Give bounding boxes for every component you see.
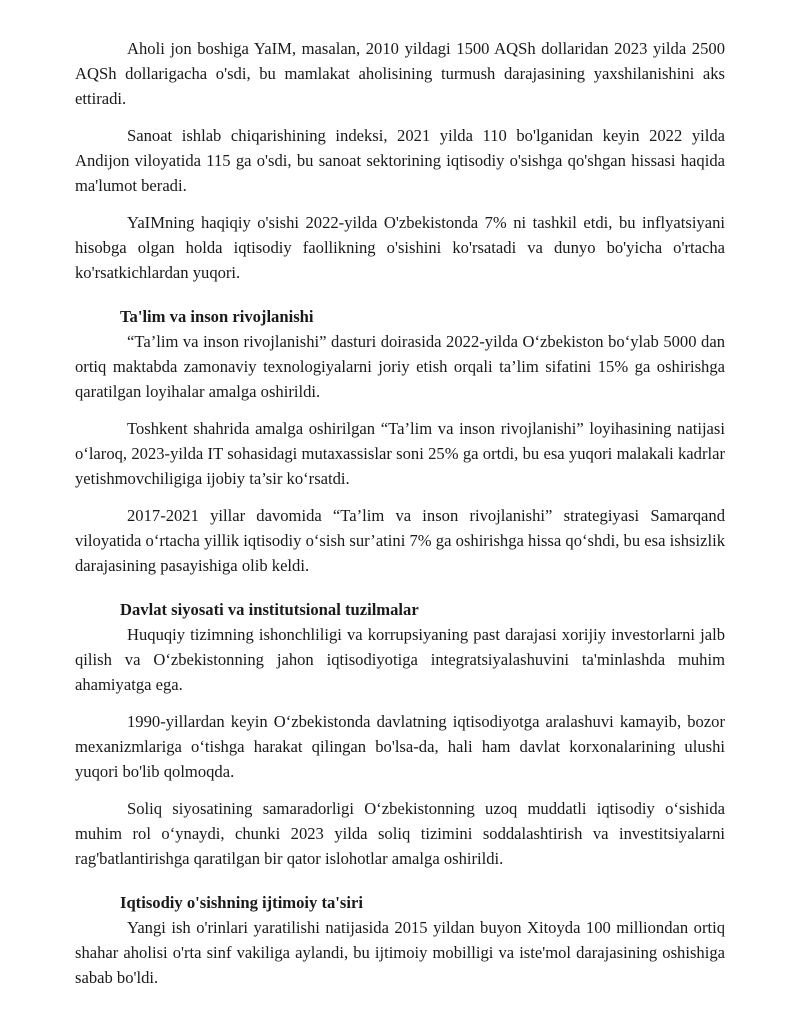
paragraph-legal-system: Huquqiy tizimning ishonchliligi va korrupsiyaning past darajasi xorijiy investorlarni jalb qilish va O‘zbekistonning jahon iqtisodiyotiga integratsiyalashuvini ta'minlashda muhim ahamiyatga ega. bbox=[75, 625, 725, 694]
document-page bbox=[75, 36, 725, 1002]
section-heading-education: Ta'lim va inson rivojlanishi bbox=[120, 307, 314, 326]
paragraph-education-program: “Ta’lim va inson rivojlanishi” dasturi doirasida 2022-yilda O‘zbekiston bo‘ylab 5000 dan ortiq maktabda zamonaviy texnologiyalarni joriy etish orqali ta’lim sifatini 15% ga oshirishga qaratilgan loyihalar amalga oshirildi. bbox=[75, 332, 725, 401]
paragraph-gdp-per-capita: Aholi jon boshiga YaIM, masalan, 2010 yildagi 1500 AQSh dollaridan 2023 yilda 2500 AQSh dollarigacha o'sdi, bu mamlakat aholisining turmush darajasining yaxshilanishini aks ettiradi. bbox=[75, 39, 725, 108]
paragraph-tax-policy: Soliq siyosatining samaradorligi O‘zbekistonning uzoq muddatli iqtisodiy o‘sishida muhim rol o‘ynaydi, chunki 2023 yilda soliq tizimini soddalashtirish va investitsiyalarni rag'batlantirishga qaratilgan bir qator islohotlar amalga oshirildi. bbox=[75, 799, 725, 868]
paragraph-new-jobs: Yangi ish o'rinlari yaratilishi natijasida 2015 yildan buyon Xitoyda 100 milliondan ortiq shahar aholisi o'rta sinf vakiliga aylandi, bu ijtimoiy mobilligi va iste'mol darajasining oshishiga sabab bo'ldi. bbox=[75, 918, 725, 987]
paragraph-real-gdp-growth: YaIMning haqiqiy o'sishi 2022-yilda O'zbekistonda 7% ni tashkil etdi, bu inflyatsiyani hisobga olgan holda iqtisodiy faollikning o'sishini ko'rsatadi va dunyo bo'yicha o'rtacha ko'rsatkichlardan yuqori. bbox=[75, 213, 725, 282]
paragraph-tashkent-it: Toshkent shahrida amalga oshirilgan “Ta’lim va inson rivojlanishi” loyihasining natijasi o‘laroq, 2023-yilda IT sohasidagi mutaxassislar soni 25% ga ortdi, bu esa yuqori malakali kadrlar yetishmovchiligiga ijobiy ta’sir ko‘rsatdi. bbox=[75, 419, 725, 488]
paragraph-industrial-index: Sanoat ishlab chiqarishining indeksi, 2021 yilda 110 bo'lganidan keyin 2022 yilda Andijon viloyatida 115 ga o'sdi, bu sanoat sektorining iqtisodiy o'sishga qo'shgan hissasi haqida ma'lumot beradi. bbox=[75, 126, 725, 195]
paragraph-state-intervention: 1990-yillardan keyin O‘zbekistonda davlatning iqtisodiyotga aralashuvi kamayib, bozor mexanizmlariga o‘tishga harakat qilingan bo'lsa-da, hali ham davlat korxonalarining ulushi yuqori bo'lib qolmoqda. bbox=[75, 712, 725, 781]
section-heading-social-impact: Iqtisodiy o'sishning ijtimoiy ta'siri bbox=[120, 893, 363, 912]
paragraph-samarkand-strategy: 2017-2021 yillar davomida “Ta’lim va inson rivojlanishi” strategiyasi Samarqand viloyatida o‘rtacha yillik iqtisodiy o‘sish sur’atini 7% ga oshirishga hissa qo‘shdi, bu esa ishsizlik darajasining pasayishiga olib keldi. bbox=[75, 506, 725, 575]
section-heading-state-policy: Davlat siyosati va institutsional tuzilmalar bbox=[120, 600, 419, 619]
